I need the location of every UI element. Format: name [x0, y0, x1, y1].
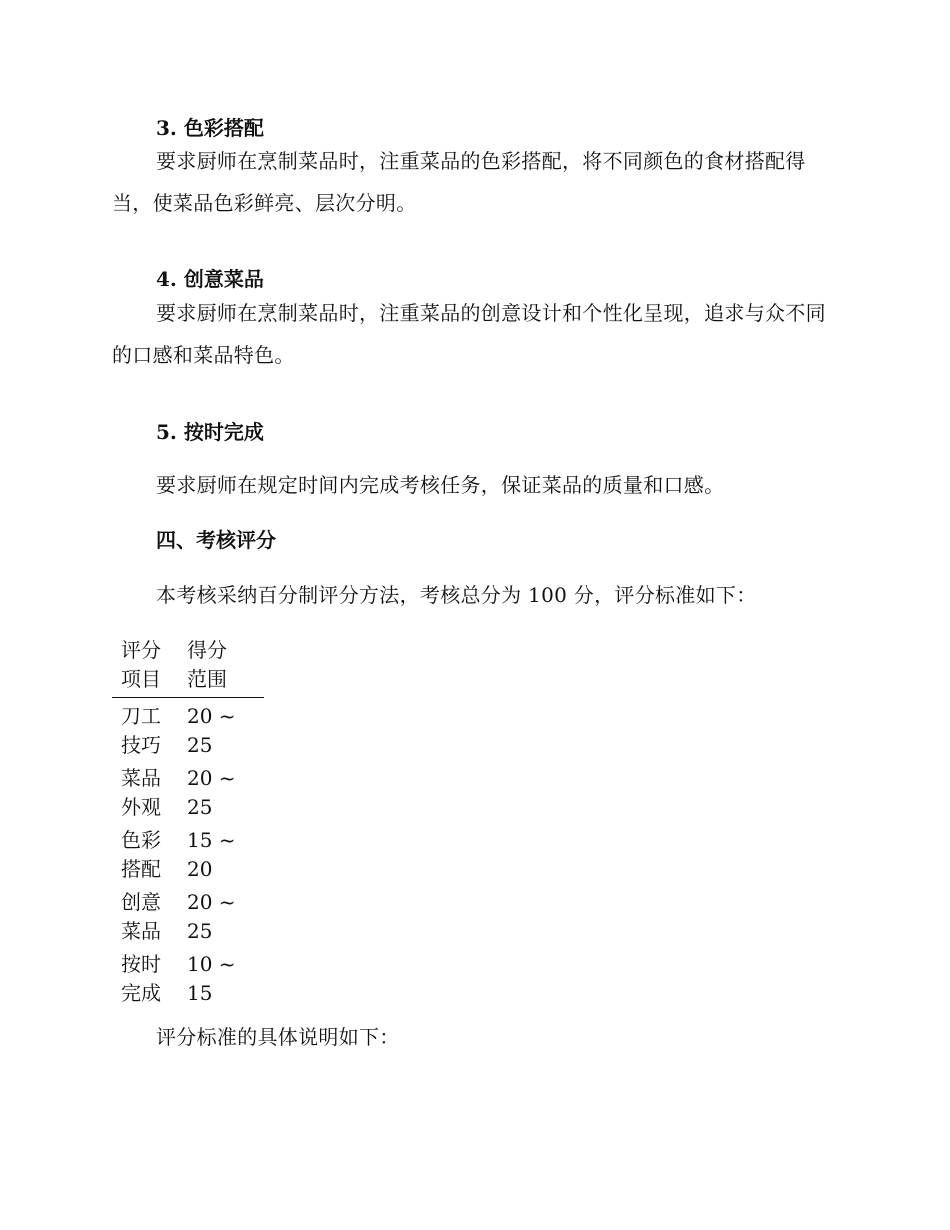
section-heading-creative-dishes: 4. 创意菜品	[156, 267, 264, 291]
section-heading-scoring: 四、考核评分	[156, 528, 276, 552]
section-text-color-matching: 要求厨师在烹制菜品时，注重菜品的色彩搭配，将不同颜色的食材搭配得当，使菜品色彩鲜亮、层次分明。	[112, 149, 806, 215]
section-text-scoring: 本考核采纳百分制评分方法，考核总分为 100 分，评分标准如下：	[156, 583, 757, 607]
row-item: 菜品 外观	[121, 766, 161, 819]
row-range: 20 ~ 25	[187, 766, 236, 819]
row-range: 20 ~ 25	[187, 704, 236, 757]
row-range: 10 ~ 15	[187, 952, 236, 1005]
table-row	[112, 698, 264, 765]
row-item: 刀工 技巧	[121, 704, 161, 757]
closing-text: 评分标准的具体说明如下：	[156, 1025, 400, 1049]
score-table	[112, 636, 264, 1012]
header-score-item: 评分 项目	[112, 636, 187, 698]
row-item: 按时 完成	[121, 952, 161, 1005]
section-heading-on-time: 5. 按时完成	[156, 420, 264, 444]
section-text-creative-dishes: 要求厨师在烹制菜品时，注重菜品的创意设计和个性化呈现，追求与众不同的口感和菜品特色。	[112, 301, 826, 367]
row-range: 15 ~ 20	[187, 828, 236, 881]
section-heading-color-matching: 3. 色彩搭配	[156, 116, 264, 140]
row-range: 20 ~ 25	[187, 890, 236, 943]
score-table-header-row	[112, 636, 264, 698]
header-score-range: 得分 范围	[187, 636, 264, 698]
section-text-on-time: 要求厨师在规定时间内完成考核任务，保证菜品的质量和口感。	[156, 473, 725, 497]
table-row	[112, 764, 264, 826]
table-row	[112, 888, 264, 950]
table-row	[112, 826, 264, 888]
table-row	[112, 950, 264, 1012]
row-item: 创意 菜品	[121, 890, 161, 943]
row-item: 色彩 搭配	[121, 828, 161, 881]
